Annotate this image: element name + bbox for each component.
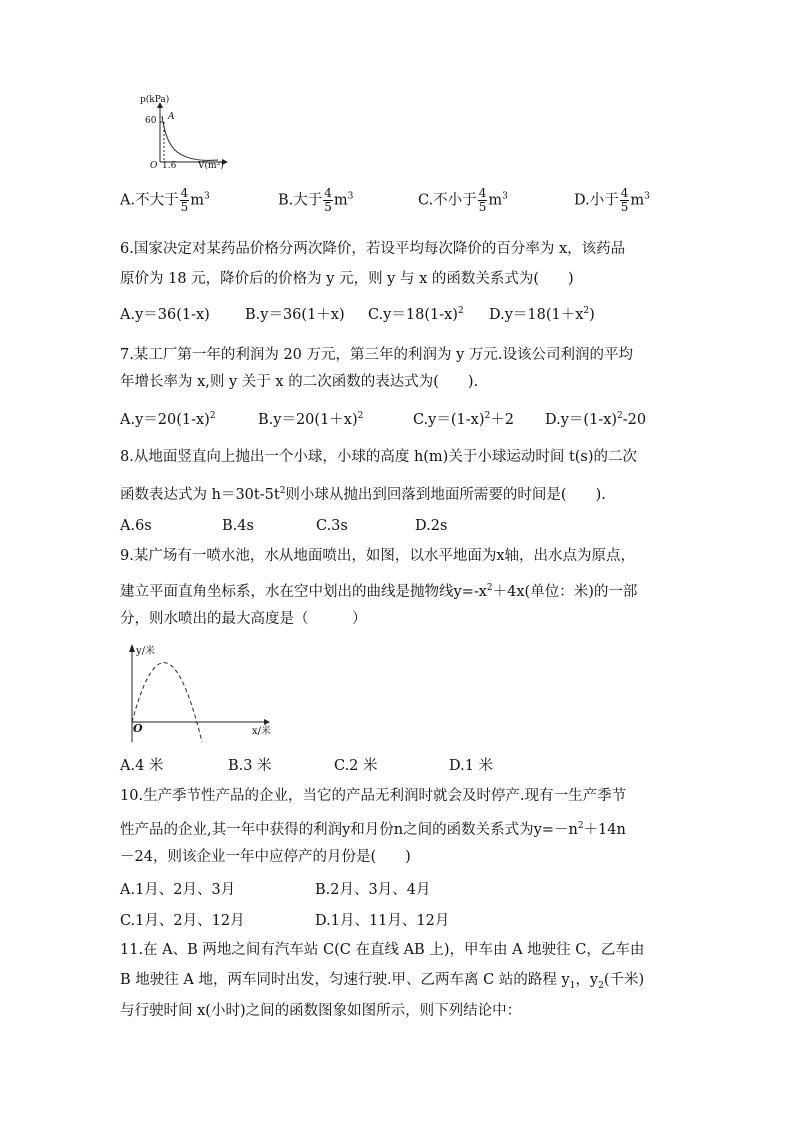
q10-line3: －24，则该企业一年中应停产的月份是( ) <box>120 849 411 865</box>
q10-option-b: B.2月、3月、4月 <box>315 882 431 898</box>
fig1-xval: 1.6 <box>162 161 177 171</box>
q11-line1: 11.在 A、B 两地之间有汽车站 C(C 在直线 AB 上)，甲车由 A 地驶往 C，乙车由 <box>120 942 645 958</box>
q8-line2: 函数表达式为 $h=30t-5t^2$则小球从抛出到回落到地面所需要的时间是( ). <box>120 486 606 503</box>
q10-line2: 性产品的企业,其一年中获得的利润y和月份n之间的函数关系式为$y=-n^2+14n$ <box>120 821 626 838</box>
q11-line2: B 地驶往 A 地，两车同时出发，匀速行驶.甲、乙两车离 C 站的路程 $y_1$，$y_2$(千米) <box>120 972 645 991</box>
fig1-xlabel: V(m³) <box>198 161 224 171</box>
q6-line1: 6.国家决定对某药品价格分两次降价，若设平均每次降价的百分率为 x，该药品 <box>120 241 626 257</box>
q8-option-c: C.3s <box>316 518 348 534</box>
fig1-point-label: A <box>168 112 175 122</box>
q9-line1: 9.某广场有一喷水池，水从地面喷出，如图，以水平地面为x轴，出水点为原点， <box>120 548 636 564</box>
q7-line2: 年增长率为 x,则 y 关于 x 的二次函数的表达式为( ). <box>120 374 479 390</box>
q10-option-a: A.1月、2月、3月 <box>120 882 236 898</box>
q10-option-c: C.1月、2月、12月 <box>120 913 245 929</box>
q7-option-b: $B.y=20(1+x)^2$ <box>258 411 364 428</box>
q6-option-d: $D.y=18(1+x^2)$ <box>489 306 595 323</box>
q9-line3: 分，则水喷出的最大高度是（ ） <box>120 611 367 627</box>
q8-option-d: D.2s <box>415 518 448 534</box>
q7-option-c: $C.y=(1-x)^2+2$ <box>413 411 514 428</box>
fig2-origin: O <box>133 722 143 735</box>
q6-line2: 原价为 18 元，降价后的价格为 y 元，则 y 与 x 的函数关系式为( ) <box>120 271 574 287</box>
q8-line1: 8.从地面竖直向上抛出一个小球，小球的高度 h(m)关于小球运动时间 t(s)的二次 <box>120 449 638 465</box>
q5-option-d: D.小于 $\frac{4}{5}$ $m^3$ <box>574 186 650 214</box>
q5-option-c: C.不小于 $\frac{4}{5}$ $m^3$ <box>418 186 508 214</box>
fig2-xlabel: x/米 <box>252 726 272 737</box>
q6-option-c: $C.y=18(1-x)^2$ <box>368 306 464 323</box>
fig1-yval: 60 <box>145 116 157 126</box>
q9-option-d: D.1 米 <box>449 758 494 774</box>
fig1-ylabel: p(kPa) <box>140 95 170 105</box>
q10-option-d: D.1月、11月、12月 <box>315 913 450 929</box>
q5-option-b: B.大于 $\frac{4}{5}$ $m^3$ <box>278 186 354 214</box>
q6-option-a: A.y＝36(1-x) <box>120 307 210 323</box>
q9-option-a: A.4 米 <box>120 758 164 774</box>
q8-option-b: B.4s <box>222 518 254 534</box>
q6-option-b: B.y＝36(1＋x) <box>245 307 345 323</box>
q9-line2: 建立平面直角坐标系，水在空中划出的曲线是抛物线$y=-x^2+4x$(单位：米)的一部 <box>120 583 638 600</box>
q7-line1: 7.某工厂第一年的利润为 20 万元，第三年的利润为 y 万元.设该公司利润的平均 <box>120 347 634 363</box>
q9-option-c: C.2 米 <box>334 758 378 774</box>
q8-option-a: A.6s <box>120 518 152 534</box>
q10-line1: 10.生产季节性产品的企业，当它的产品无利润时就会及时停产.现有一生产季节 <box>120 788 627 804</box>
q7-option-d: $D.y=(1-x)^2-20$ <box>545 411 647 428</box>
q5-option-a: A.不大于 $\frac{4}{5}$ $m^3$ <box>120 186 210 214</box>
q11-line3: 与行驶时间 x(小时)之间的函数图象如图所示，则下列结论中： <box>120 1003 522 1019</box>
fig1-origin: O <box>150 161 158 171</box>
fig2-ylabel: y/米 <box>136 646 156 657</box>
q7-option-a: $A.y=20(1-x)^2$ <box>120 411 216 428</box>
q9-option-b: B.3 米 <box>228 758 272 774</box>
